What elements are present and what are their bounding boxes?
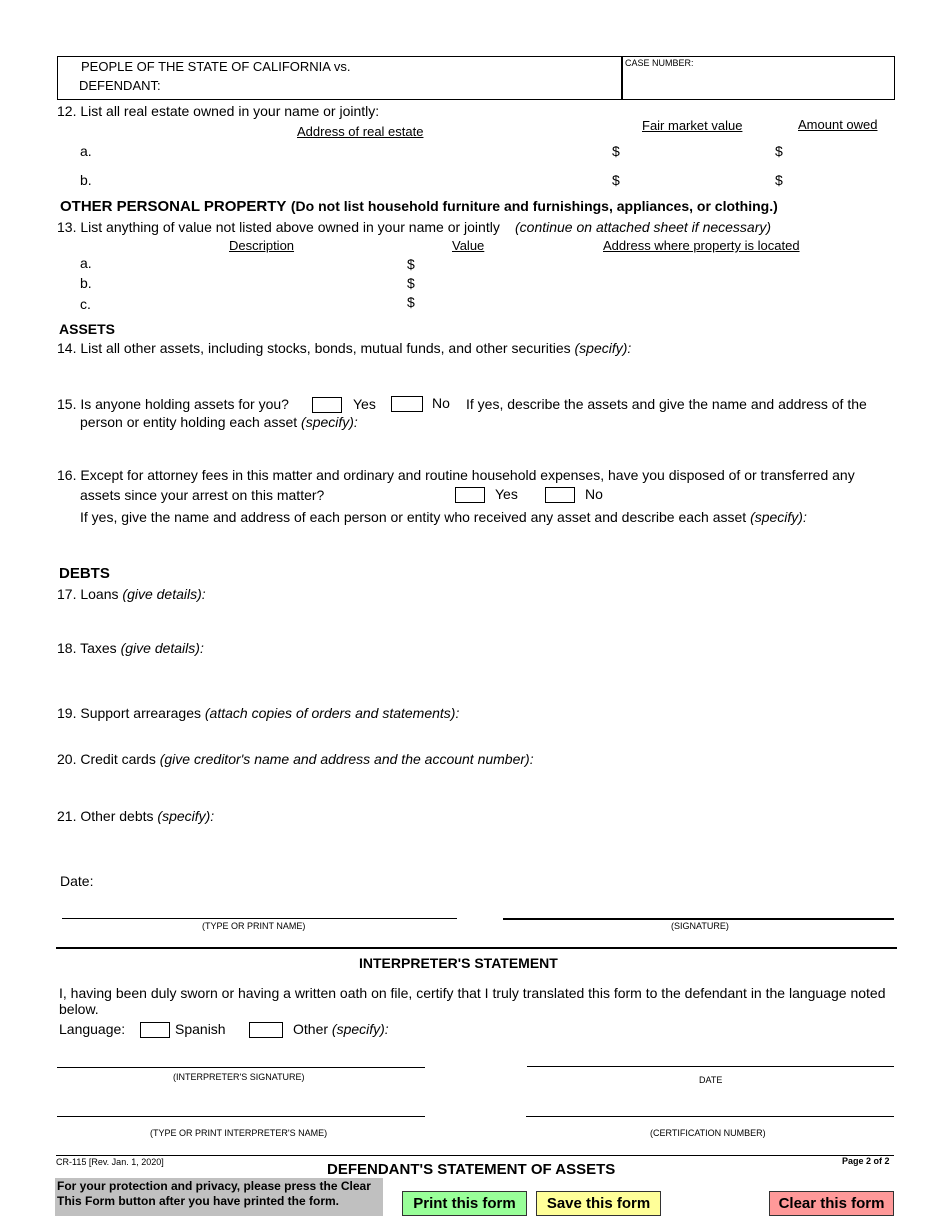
interpreter-date-line[interactable] [527, 1066, 894, 1067]
type-name-label: (TYPE OR PRINT NAME) [202, 921, 306, 931]
certification-line[interactable] [526, 1116, 894, 1117]
page-number: Page 2 of 2 [842, 1156, 890, 1166]
form-title: DEFENDANT'S STATEMENT OF ASSETS [327, 1161, 616, 1178]
q12-col-fmv: Fair market value [642, 118, 743, 133]
language-label: Language: [59, 1021, 126, 1037]
other-language-row [293, 1021, 389, 1037]
q16-yes-checkbox[interactable] [455, 487, 485, 503]
q17-note: (give details): [122, 586, 206, 602]
q19-text: Support arrearages [80, 705, 201, 721]
footer-rule [56, 1155, 894, 1156]
privacy-notice [55, 1178, 383, 1216]
q12-row-a-owed-dollar: $ [775, 143, 783, 159]
q13-row-a-dollar: $ [407, 256, 415, 272]
caption-people: PEOPLE OF THE STATE OF CALIFORNIA vs. [81, 59, 351, 74]
q15-no-label: No [432, 395, 450, 411]
q16-line1: 16. Except for attorney fees in this matter and ordinary and routine household expenses, have you disposed of or transferred any [57, 467, 855, 483]
certification-label: (CERTIFICATION NUMBER) [650, 1128, 766, 1138]
q13-row-c-dollar: $ [407, 294, 415, 310]
signature-line[interactable] [503, 918, 894, 920]
q16-yes-label: Yes [495, 486, 518, 502]
q20-note: (give creditor's name and address and the account number): [159, 751, 534, 767]
q15-text: 15. Is anyone holding assets for you? [57, 396, 289, 412]
q18-row [57, 640, 204, 656]
interpreter-date-label: DATE [699, 1075, 723, 1085]
q15-follow: If yes, describe the assets and give the name and address of the [466, 396, 867, 412]
caption-defendant-label: DEFENDANT: [79, 78, 161, 93]
q20-num: 20. [57, 751, 77, 767]
q12-col-owed: Amount owed [798, 117, 878, 132]
other-language-label: Other [293, 1021, 329, 1037]
date-label: Date: [60, 873, 94, 889]
q15-line2: person or entity holding each asset [80, 414, 298, 430]
other-language-checkbox[interactable] [249, 1022, 283, 1038]
assets-heading: ASSETS [59, 321, 116, 337]
q12-row-a: a. [80, 143, 92, 159]
interpreter-statement-line1: I, having been duly sworn or having a written oath on file, certify that I truly translated this form to the defendant in the language noted [59, 985, 886, 1001]
q19-note: (attach copies of orders and statements): [204, 705, 460, 721]
q17-row [57, 586, 206, 602]
name-line[interactable] [62, 918, 457, 919]
q13-col-address: Address where property is located [603, 238, 800, 253]
q16-line3-row [80, 509, 807, 525]
interpreter-heading: INTERPRETER'S STATEMENT [359, 955, 558, 971]
q13-prompt: 13. List anything of value not listed above owned in your name or jointly [57, 219, 500, 235]
interpreter-signature-line[interactable] [57, 1067, 425, 1068]
interpreter-statement-line2: below. [59, 1001, 99, 1017]
q20-row [57, 751, 534, 767]
q21-num: 21. [57, 808, 77, 824]
privacy-line-1: For your protection and privacy, please press the Clear [57, 1179, 371, 1193]
q15-yes-checkbox[interactable] [312, 397, 342, 413]
q12-prompt: 12. List all real estate owned in your name or jointly: [57, 103, 380, 119]
save-button[interactable]: Save this form [536, 1191, 661, 1216]
case-number-label: CASE NUMBER: [625, 58, 694, 68]
q12-row-b-owed-dollar: $ [775, 172, 783, 188]
caption-divider [621, 57, 623, 99]
q13-note: (continue on attached sheet if necessary) [515, 219, 772, 235]
q13-col-description: Description [229, 238, 295, 253]
other-personal-heading-row [60, 198, 778, 216]
other-language-specify: (specify): [331, 1021, 389, 1037]
q16-no-checkbox[interactable] [545, 487, 575, 503]
print-button[interactable]: Print this form [402, 1191, 527, 1216]
q16-line2: assets since your arrest on this matter? [80, 487, 325, 503]
interpreter-signature-label: (INTERPRETER'S SIGNATURE) [173, 1072, 305, 1082]
q16-line3: If yes, give the name and address of each person or entity who received any asset and describe each asset [80, 509, 747, 525]
q19-row [57, 705, 459, 721]
other-personal-note: (Do not list household furniture and furnishings, appliances, or clothing.) [290, 198, 778, 214]
q21-note: (specify): [157, 808, 215, 824]
spanish-checkbox[interactable] [140, 1022, 170, 1038]
q13-row-b-dollar: $ [407, 275, 415, 291]
q15-yes-label: Yes [353, 396, 376, 412]
q16-specify: (specify): [750, 509, 807, 525]
debts-heading: DEBTS [59, 565, 110, 582]
q13-row-c: c. [80, 296, 91, 312]
q15-line2-row [80, 414, 358, 430]
q14-text: 14. List all other assets, including stocks, bonds, mutual funds, and other securities [57, 340, 571, 356]
q13-row-a: a. [80, 255, 92, 271]
q18-text: Taxes [80, 640, 117, 656]
q12-row-a-fmv-dollar: $ [612, 143, 620, 159]
interpreter-name-line[interactable] [57, 1116, 425, 1117]
q13-row-b: b. [80, 275, 92, 291]
q12-row-b-fmv-dollar: $ [612, 172, 620, 188]
q20-text: Credit cards [80, 751, 156, 767]
q15-specify: (specify): [301, 414, 358, 430]
q12-row-b: b. [80, 172, 92, 188]
q14-specify: (specify): [574, 340, 632, 356]
q16-no-label: No [585, 486, 603, 502]
q17-num: 17. [57, 586, 77, 602]
section-divider [56, 947, 897, 949]
interpreter-name-label: (TYPE OR PRINT INTERPRETER'S NAME) [150, 1128, 328, 1138]
q21-row [57, 808, 214, 824]
spanish-label: Spanish [175, 1021, 226, 1037]
privacy-line-2: This Form button after you have printed the form. [57, 1194, 340, 1208]
clear-button[interactable]: Clear this form [769, 1191, 894, 1216]
q21-text: Other debts [80, 808, 154, 824]
q17-text: Loans [80, 586, 119, 602]
q18-note: (give details): [120, 640, 204, 656]
other-personal-heading: OTHER PERSONAL PROPERTY [60, 198, 287, 215]
form-id: CR-115 [Rev. Jan. 1, 2020] [56, 1157, 164, 1167]
q15-no-checkbox[interactable] [391, 396, 423, 412]
q14-text-row [57, 340, 631, 356]
signature-label: (SIGNATURE) [671, 921, 729, 931]
q12-col-address: Address of real estate [297, 124, 424, 139]
q19-num: 19. [57, 705, 77, 721]
q18-num: 18. [57, 640, 77, 656]
q13-col-value: Value [452, 238, 485, 253]
